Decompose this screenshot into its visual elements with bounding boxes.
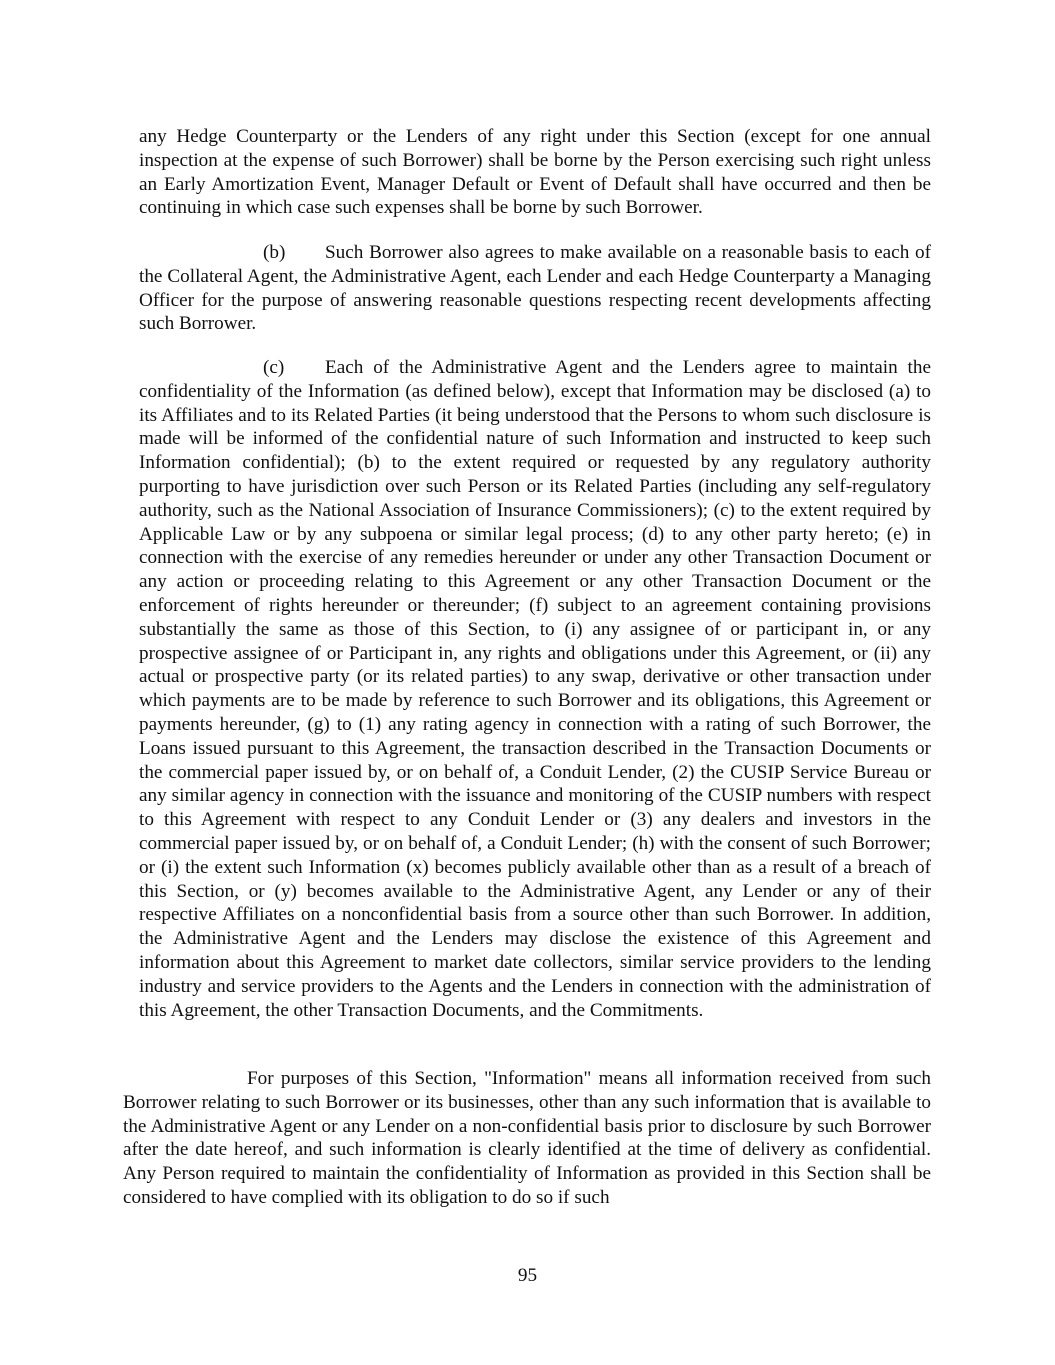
paragraph-label: (c) <box>263 357 285 378</box>
paragraph-c <box>139 356 931 1022</box>
paragraph-continued <box>139 125 931 220</box>
paragraph-b <box>139 241 931 336</box>
paragraph-information-definition <box>123 1067 931 1210</box>
paragraph-text: any Hedge Counterparty or the Lenders of any right under this Section (except for one annual inspection at the expense of such Borrower) shall be borne by the Person exercising such right unless an Early Amortization Event, Manager Default or Event of Default shall have occurred and then be continuing in which case such expenses shall be borne by such Borrower. <box>139 126 931 219</box>
paragraph-text: Each of the Administrative Agent and the Lenders agree to maintain the confidentiality of the Information (as defined below), except that Information may be disclosed (a) to its Affiliates and to its Related Parties (it being understood that the Persons to whom such disclosure is made will be informed of the confidential nature of such Information and instructed to keep such Information confidential); (b) to the extent required or requested by any regulatory authority purporting to have jurisdiction over such Person or its Related Parties (including any self-regulatory authority, such as the National Association of Insurance Commissioners); (c) to the extent required by Applicable Law or by any subpoena or similar legal process; (d) to any other party hereto; (e) in connection with the exercise of any remedies hereunder or under any other Transaction Document or any action or proceeding relating to this Agreement or any other Transaction Document or the enforcement of rights hereunder or thereunder; (f) subject to an agreement containing provisions substantially the same as those of this Section, to (i) any assignee of or participant in, or any prospective assignee of or Participant in, any rights and obligations under this Agreement, or (ii) any actual or prospective party (or its related parties) to any swap, derivative or other transaction under which payments are to be made by reference to such Borrower and its obligations, this Agreement or payments hereunder, (g) to (1) any rating agency in connection with a rating of such Borrower, the Loans issued pursuant to this Agreement, the transaction described in the Transaction Documents or the commercial paper issued by, or on behalf of, a Conduit Lender, (2) the CUSIP Service Bureau or any similar agency in connection with the issuance and monitoring of the CUSIP numbers with respect to this Agreement with respect to any Conduit Lender or (3) any dealers and investors in the commercial paper issued by, or on behalf of, a Conduit Lender; (h) with the consent of such Borrower; or (i) the extent such Information (x) becomes publicly available other than as a result of a breach of this Section, or (y) becomes available to the Administrative Agent, any Lender or any of their respective Affiliates on a nonconfidential basis from a source other than such Borrower. In addition, the Administrative Agent and the Lenders may disclose the existence of this Agreement and information about this Agreement to market date collectors, similar service providers to the lending industry and service providers to the Agents and the Lenders in connection with the administration of this Agreement, the other Transaction Documents, and the Commitments. <box>139 357 931 1021</box>
paragraph-text: Such Borrower also agrees to make available on a reasonable basis to each of the Collateral Agent, the Administrative Agent, each Lender and each Hedge Counterparty a Managing Officer for the purpose of answering reasonable questions respecting recent developments affecting such Borrower. <box>139 242 931 335</box>
paragraph-text: For purposes of this Section, "Information" means all information received from such Borrower relating to such Borrower or its businesses, other than any such information that is available to the Administrative Agent or any Lender on a non-confidential basis prior to disclosure by such Borrower after the date hereof, and such information is clearly identified at the time of delivery as confidential. Any Person required to maintain the confidentiality of Information as provided in this Section shall be considered to have complied with its obligation to do so if such <box>123 1068 931 1208</box>
page-number: 95 <box>517 1265 538 1286</box>
paragraph-label: (b) <box>263 242 286 263</box>
